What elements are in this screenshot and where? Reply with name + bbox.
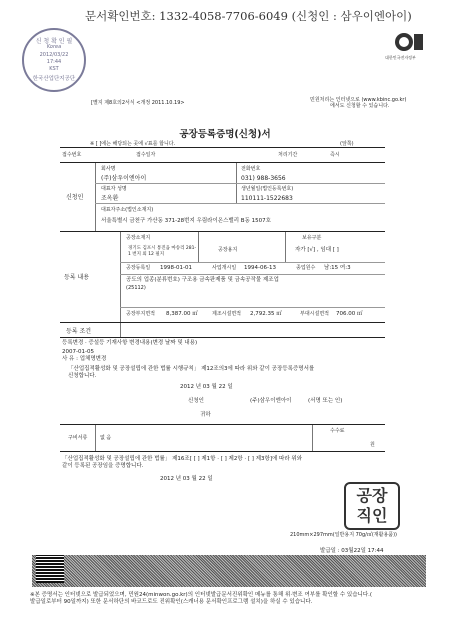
fee-unit: 원 — [370, 442, 375, 448]
ownership-value: 자가 [√] , 임대 [ ] — [295, 247, 339, 253]
land-divider — [198, 232, 199, 262]
reg-date-value: 1998-01-01 — [160, 265, 192, 271]
receipt-date-label: 접수일자 — [136, 152, 156, 158]
document-id: 문서확인번호: 1332-4058-7706-6049 (신청인 : 삼우이엔아이) — [85, 9, 412, 23]
declaration-applicant-label: 신청인 — [188, 398, 204, 404]
applicant-label: 신청인 — [66, 194, 84, 201]
land-area-value: 8,387.00 ㎡ — [166, 311, 198, 317]
declaration-text-1: 「산업집적활성화 및 공장설립에 관한 법률 시행규칙」 제12조의3에 따라 위와 같이 공장등록증명서를 — [68, 366, 315, 372]
confirmation-seal — [22, 28, 86, 92]
start-date-label: 사업개시일 — [212, 265, 237, 271]
docs-top-rule — [60, 424, 385, 425]
processing-label: 처리기간 — [278, 152, 298, 158]
processing-value: 즉시 — [330, 152, 340, 158]
registration-bottom-rule — [60, 322, 385, 323]
applicant-bottom-rule — [60, 231, 385, 232]
company-name-value: (주)삼우이엔아이 — [101, 175, 147, 182]
registration-label: 등록 내용 — [64, 274, 90, 281]
product-line: 공도의 업종(분류번호) 구조용 금속판제품 및 금속공작물 제조업 — [126, 277, 279, 283]
owner-divider — [285, 232, 286, 262]
reg-date-label: 공장등록일 — [126, 265, 151, 271]
conditions-label: 등록 조건 — [66, 328, 92, 335]
applicant-divider — [95, 163, 96, 231]
rep-name-value: 조옥환 — [101, 195, 119, 202]
docs-divider — [95, 425, 96, 451]
official-stamp — [344, 482, 400, 530]
docs-label: 구비서류 — [68, 435, 88, 441]
receipt-no-label: 접수번호 — [62, 152, 82, 158]
staff-label: 종업원수 — [296, 265, 316, 271]
seal-line2: Korea — [46, 44, 62, 50]
certify-text-2: 같이 등록된 공장임을 증명합니다. — [62, 463, 144, 469]
footer-line-1: ※본 증명서는 인터넷으로 발급되었으며, 민원24(minwon.go.kr)의 인터넷발급문서진위확인 메뉴를 통해 위·변조 여부를 확인할 수 있습니다.( — [30, 592, 373, 598]
location-label: 공장소재지 — [126, 235, 151, 241]
mfg-area-label: 제조시설면적 — [212, 311, 241, 317]
site-note: 민원처리는 인터넷으로 (www.kbinc.go.kr) — [310, 97, 407, 103]
declaration-text-2: 신청합니다. — [68, 373, 97, 379]
seal-line1: 신 청 확 인 필 — [35, 38, 73, 45]
declaration-date: 2012 년 03 월 22 일 — [180, 384, 233, 390]
registration-divider — [120, 232, 121, 328]
footer-line-2: 발급일로부터 90일까지) 또한 문서하단의 바코드로도 진위확인(스캐너용 문서확인프로그램 설치)을 하실 수 있습니다. — [30, 599, 313, 605]
side-label: (앞쪽) — [340, 141, 354, 147]
phone-label: 전화번호 — [241, 166, 261, 172]
seal-line5: KST — [49, 66, 59, 72]
conditions-bottom-rule — [60, 337, 385, 338]
issue-stamp: 발급일 : 03월22일 17:44 — [320, 548, 384, 554]
certify-text-1: 「산업집적활성화 및 공장설립에 관한 법률」 제16조[ [ ] 제1항 · [ ] 제2항 · [ ] 제3항]에 따라 위와 — [62, 456, 303, 462]
seal-line3: 2012/03/22 — [39, 52, 69, 58]
registration-rule3 — [120, 307, 385, 308]
applicant-rule1 — [95, 183, 385, 184]
land-area-label: 공장부지면적 — [126, 311, 155, 317]
land-use-label: 공장용지 — [218, 247, 238, 253]
declaration-to: 귀하 — [200, 412, 211, 418]
seal-line6: 한국산업단지공단 — [32, 76, 76, 82]
phone-value: 031) 988-3656 — [241, 175, 286, 182]
applicant-rule2 — [95, 203, 385, 204]
checkbox-note: ※ [ ]에는 해당되는 곳에 √표를 합니다. — [90, 141, 176, 147]
birth-value: 110111-1522683 — [241, 195, 293, 202]
change-reason: 사 유 : 업체명변경 — [62, 356, 107, 362]
registration-rule1 — [120, 262, 385, 263]
rep-name-label: 대표자 성명 — [101, 186, 127, 192]
staff-value: 남:15 여:3 — [324, 265, 351, 271]
address-label: 대표자주소(법인소재지) — [101, 207, 154, 213]
declaration-applicant-value: (주)삼우이엔아이 — [250, 398, 292, 404]
conditions-divider — [120, 323, 121, 337]
aux-area-label: 부대시설면적 — [300, 311, 329, 317]
logo-label: 대한민국전자정부 — [385, 55, 416, 60]
declaration-signature: (서명 또는 인) — [308, 398, 343, 404]
form-number: [별지 제8호의2서식 <개정 2011.10.19> — [91, 100, 185, 106]
birth-label: 생년월일(법인등록번호) — [241, 186, 294, 192]
fee-label: 수수료 — [330, 428, 345, 434]
product-code: (25112) — [126, 285, 146, 291]
seal-line4: 17:44 — [46, 59, 62, 65]
start-date-value: 1994-06-13 — [244, 265, 276, 271]
egov-logo-icon — [394, 30, 424, 54]
location-value: 경기도 김포시 통진읍 마송리 281-1 번지 외 12 필지 — [128, 246, 197, 257]
verification-barcode — [32, 555, 426, 587]
docs-bottom-rule — [60, 451, 385, 452]
row-rule — [60, 162, 385, 163]
company-name-label: 회사명 — [101, 166, 116, 172]
certify-date: 2012 년 03 월 22 일 — [160, 476, 213, 482]
ownership-label: 보유구분 — [302, 235, 322, 241]
site-note-2: 에서도 신청할 수 있습니다. — [330, 103, 390, 109]
document-title: 공장등록증명(신청)서 — [179, 129, 271, 140]
docs-value: 없 음 — [100, 435, 112, 441]
qr-code-icon — [36, 555, 64, 583]
paper-spec: 210mm×297mm(일반용지 70g/㎡(재활용품)) — [290, 532, 398, 538]
aux-area-value: 706.00 ㎡ — [336, 311, 363, 317]
change-date: 2007-01-05 — [62, 349, 94, 355]
change-title: 등록변경 · 증설등 기재사항 변경내용(변경 날짜 및 내용) — [62, 340, 198, 346]
table-top-rule — [60, 147, 385, 148]
mfg-area-value: 2,792.35 ㎡ — [250, 311, 282, 317]
fee-divider — [312, 425, 313, 451]
address-value: 서울특별시 금천구 가산동 371-28번지 우림라이온스밸리 B동 1507호 — [101, 218, 271, 224]
official-stamp-text: 공장 직인 — [356, 486, 388, 525]
registration-rule2 — [120, 274, 385, 275]
